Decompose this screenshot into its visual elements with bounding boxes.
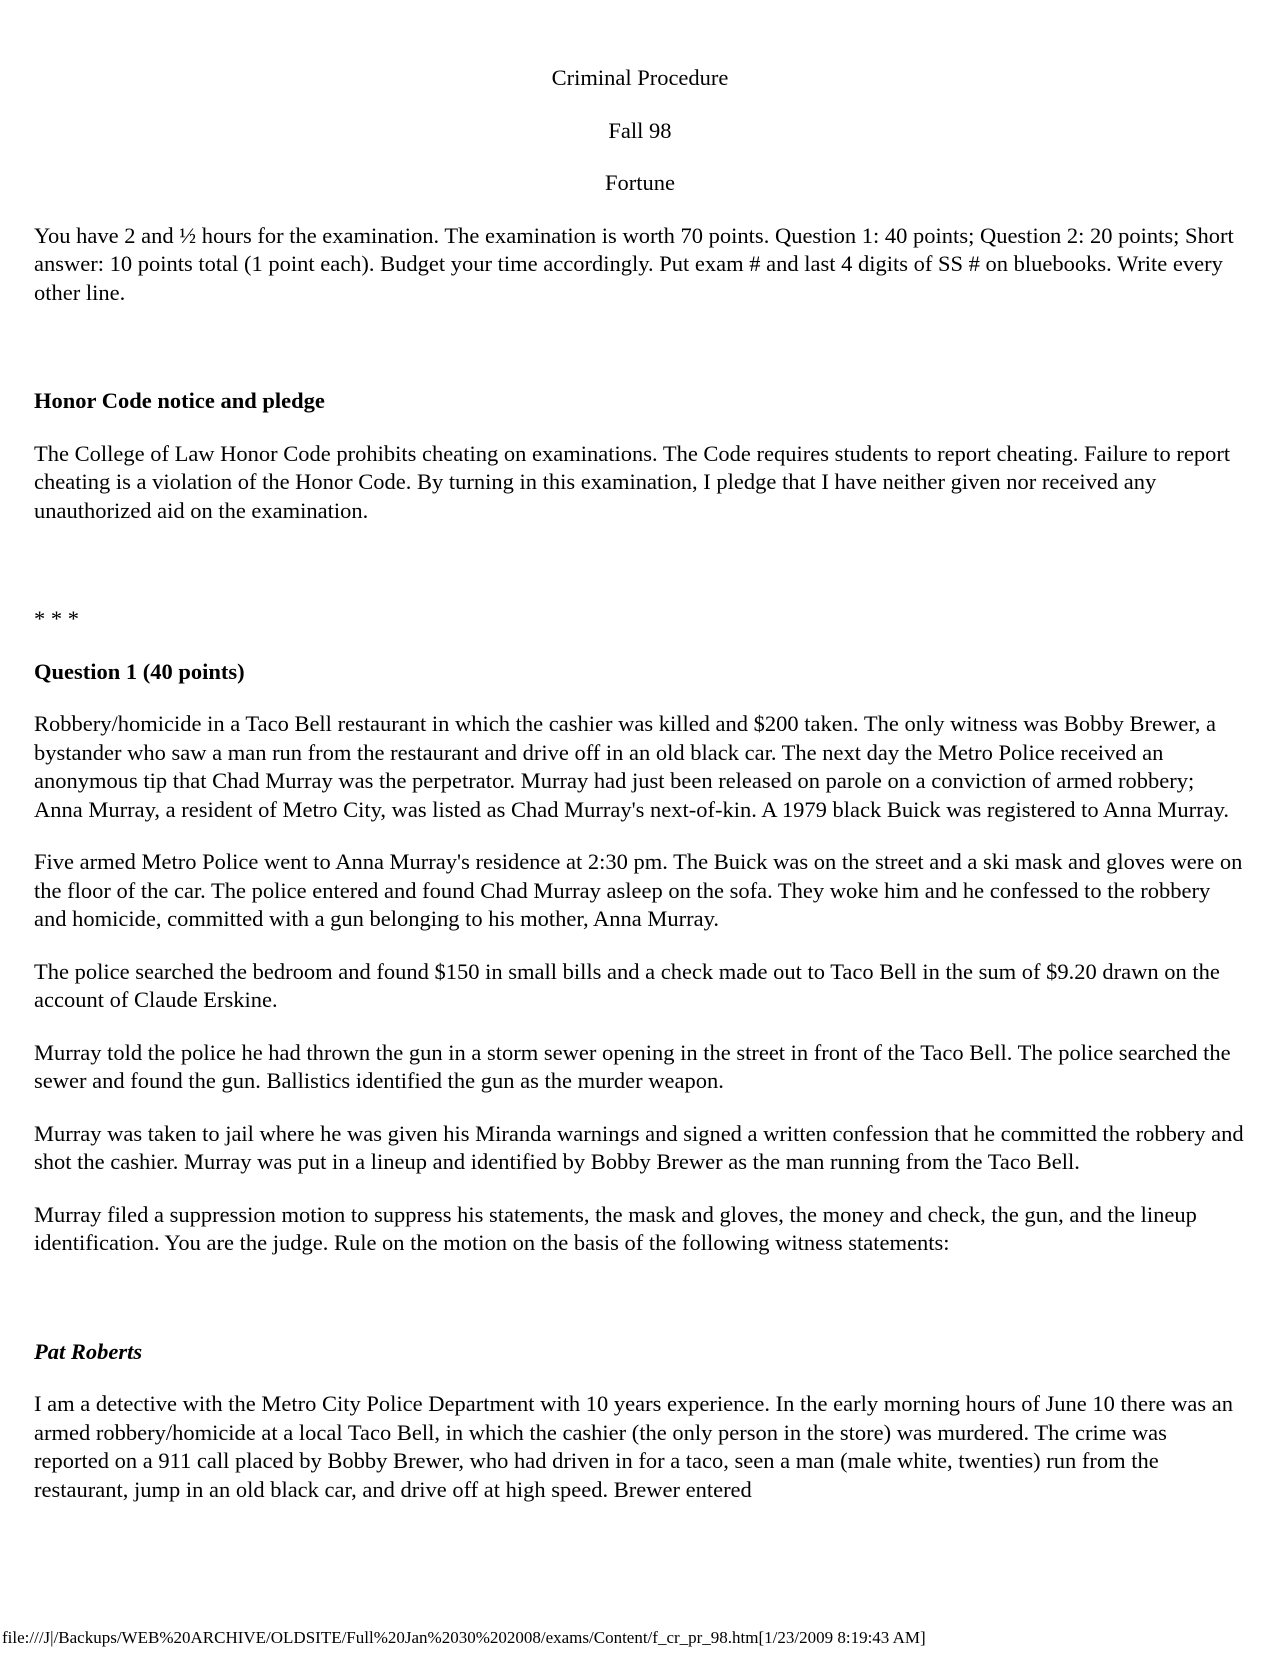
- honor-code-heading: Honor Code notice and pledge: [34, 388, 325, 413]
- exam-instructions: You have 2 and ½ hours for the examination. The examination is worth 70 points. Question 1: 40 points; Question 2: 20 points; Short answer: 10 points total (1 point each). Budget your time accordingly. Put exam # and last 4 digits of SS # on bluebooks. Write every other line.: [34, 222, 1234, 305]
- spacer: [34, 549, 1246, 605]
- question-1-heading: Question 1 (40 points): [34, 658, 245, 684]
- exam-document: [34, 64, 1246, 1528]
- spacer: [34, 1282, 1246, 1338]
- witness-name: Pat Roberts: [34, 1338, 143, 1364]
- course-title: Criminal Procedure: [551, 65, 729, 90]
- exam-term: Fall 98: [608, 117, 672, 143]
- print-footer-url: file:///J|/Backups/WEB%20ARCHIVE/OLDSITE/Full%20Jan%2030%202008/exams/Content/f_cr_pr_98.htm[1/23/2009 8:19:43 AM]: [2, 1628, 926, 1647]
- question-1-paragraph: Robbery/homicide in a Taco Bell restaurant in which the cashier was killed and $200 taken. The only witness was Bobby Brewer, a bystander who saw a man run from the restaurant and drive off in an old black car. The next day the Metro Police received an anonymous tip that Chad Murray was the perpetrator. Murray had just been released on parole on a conviction of armed robbery; Anna Murray, a resident of Metro City, was listed as Chad Murray's next-of-kin. A 1979 black Buick was registered to Anna Murray.: [34, 711, 1230, 822]
- question-1-paragraph: Murray told the police he had thrown the gun in a storm sewer opening in the street in front of the Taco Bell. The police searched the sewer and found the gun. Ballistics identified the gun as the murder weapon.: [34, 1039, 1231, 1093]
- question-1-paragraph: Murray was taken to jail where he was given his Miranda warnings and signed a written confession that he committed the robbery and shot the cashier. Murray was put in a lineup and identified by Bobby Brewer as the man running from the Taco Bell.: [34, 1120, 1244, 1174]
- question-1-paragraph: The police searched the bedroom and found $150 in small bills and a check made out to Taco Bell in the sum of $9.20 drawn on the account of Claude Erskine.: [34, 958, 1220, 1012]
- question-1-paragraph: Five armed Metro Police went to Anna Murray's residence at 2:30 pm. The Buick was on the street and a ski mask and gloves were on the floor of the car. The police entered and found Chad Murray asleep on the sofa. They woke him and he confessed to the robbery and homicide, committed with a gun belonging to his mother, Anna Murray.: [34, 849, 1243, 931]
- spacer: [34, 331, 1246, 387]
- witness-statement: I am a detective with the Metro City Police Department with 10 years experience. In the early morning hours of June 10 there was an armed robbery/homicide at a local Taco Bell, in which the cashier (the only person in the store) was murdered. The crime was reported on a 911 call placed by Bobby Brewer, who had driven in for a taco, seen a man (male white, twenties) run from the restaurant, jump in an old black car, and drive off at high speed. Brewer entered: [34, 1391, 1233, 1502]
- professor-name: Fortune: [605, 170, 675, 195]
- section-separator: * * *: [34, 606, 79, 631]
- question-1-paragraph: Murray filed a suppression motion to suppress his statements, the mask and gloves, the money and check, the gun, and the lineup identification. You are the judge. Rule on the motion on the basis of the following witness statements:: [34, 1201, 1197, 1255]
- honor-code-text: The College of Law Honor Code prohibits cheating on examinations. The Code requires students to report cheating. Failure to report cheating is a violation of the Honor Code. By turning in this examination, I pledge that I have neither given nor received any unauthorized aid on the examination.: [34, 440, 1231, 523]
